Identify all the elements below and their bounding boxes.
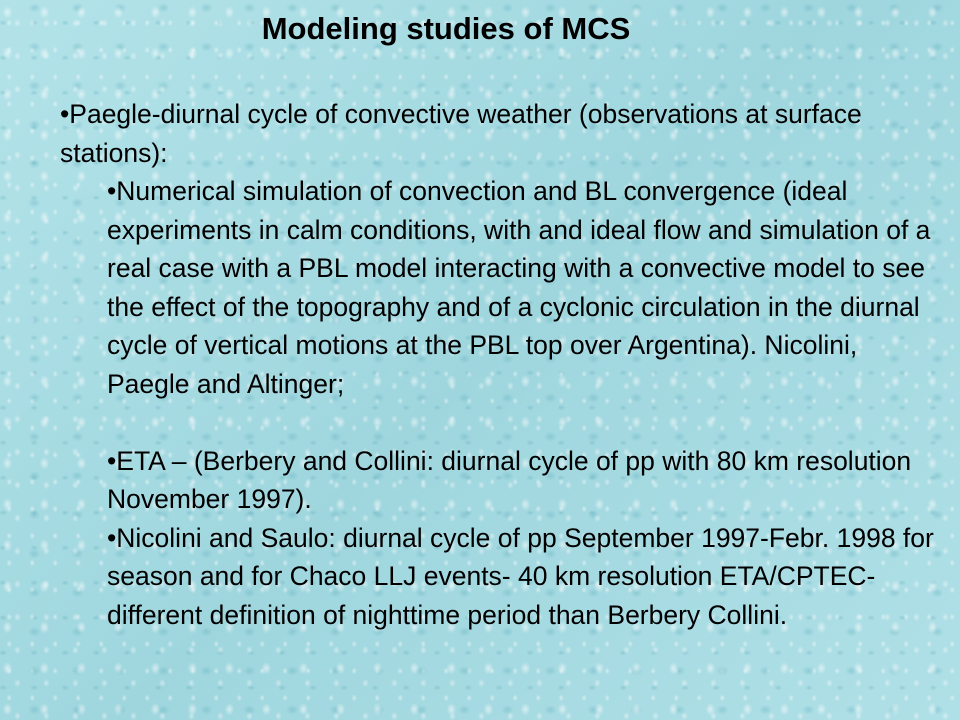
bullet-eta-berbery-collini: •ETA – (Berbery and Collini: diurnal cycle of pp with 80 km resolution November 1997). (107, 445, 912, 514)
bullet-spacer (60, 403, 940, 442)
slide-title: Modeling studies of MCS (261, 11, 631, 46)
bullet-nicolini-saulo: •Nicolini and Saulo: diurnal cycle of pp September 1997-Febr. 1998 for season and for Chaco LLJ events- 40 km resolution ETA/CPTEC-different definition of nighttime period than Berbery Collini. (107, 522, 934, 630)
bullet-paegle-observations: •Paegle-diurnal cycle of convective weather (observations at surface stations): (60, 99, 862, 168)
slide-body (60, 95, 940, 634)
bullet-numerical-simulation: •Numerical simulation of convection and BL convergence (ideal experiments in calm conditions, with and ideal flow and simulation of a real case with a PBL model interacting with a convective model to see the effect of the topography and of a cyclonic circulation in the diurnal cycle of vertical motions at the PBL top over Argentina). Nicolini, Paegle and Altinger; (107, 176, 931, 399)
